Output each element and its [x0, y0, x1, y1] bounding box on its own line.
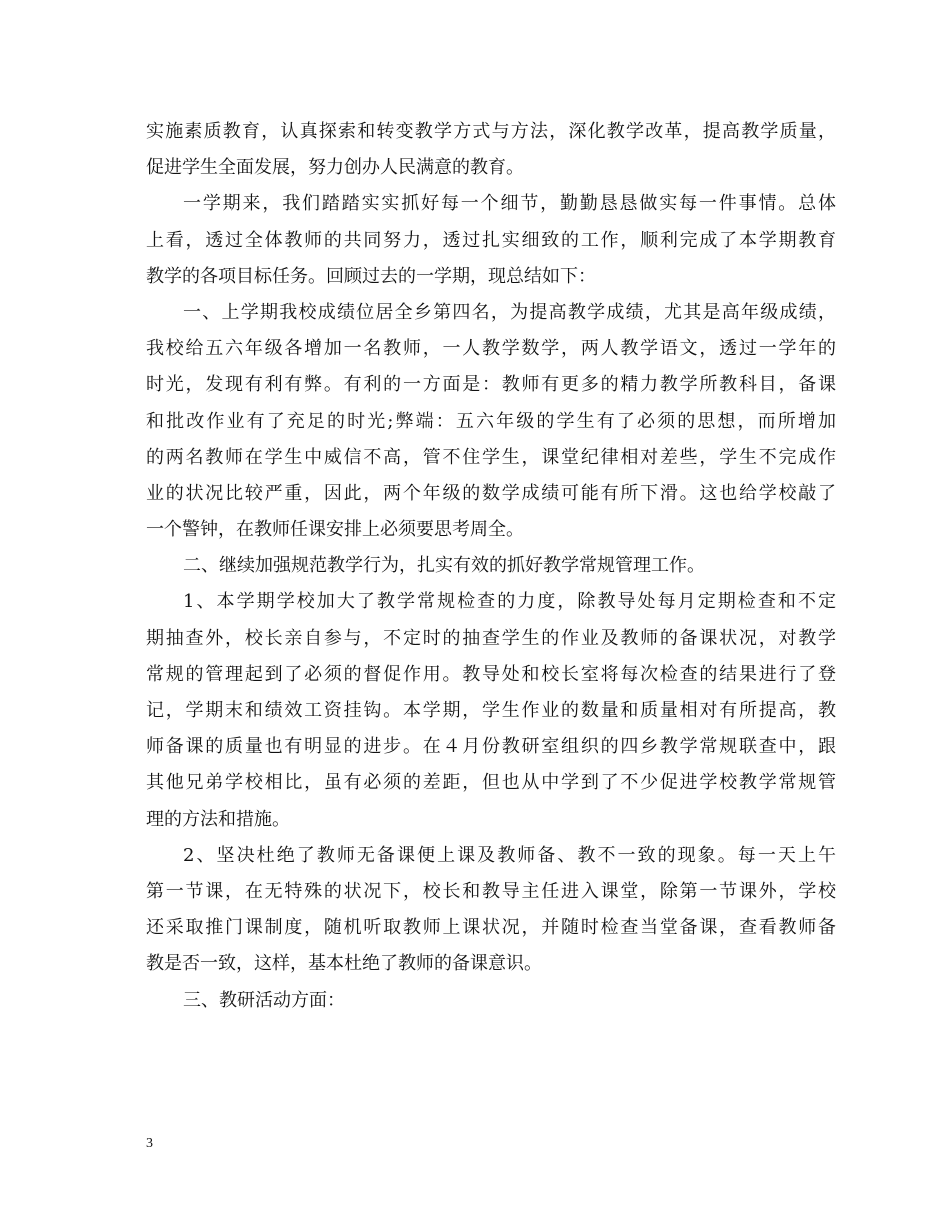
text-line: 教是否一致，这样，基本杜绝了教师的备课意识。: [146, 953, 542, 975]
text-line: 实施素质教育，认真探索和转变教学方式与方法，深化教学改革，提高教学质量，: [146, 121, 836, 142]
text-line: 常规的管理起到了必须的督促作用。教导处和校长室将每次检查的结果进行了登: [146, 663, 836, 685]
text-line: 时光，发现有利有弊。有利的一方面是：教师有更多的精力教学所教科目，备课: [146, 374, 836, 396]
text-line: 第一节课，在无特殊的状况下，校长和教导主任进入课堂，除第一节课外，学校: [146, 880, 836, 902]
text-line: 1、本学期学校加大了教学常规检查的力度，除教导处每月定期检查和不定: [183, 591, 836, 613]
text-line: 我校给五六年级各增加一名教师，一人教学数学，两人教学语文，透过一学年的: [146, 338, 836, 360]
text-line: 2、坚决杜绝了教师无备课便上课及教师备、教不一致的现象。每一天上午: [183, 844, 836, 866]
text-line: 记，学期末和绩效工资挂钩。本学期，学生作业的数量和质量相对有所提高，教: [146, 700, 836, 721]
text-line: 业的状况比较严重，因此，两个年级的数学成绩可能有所下滑。这也给学校敲了: [146, 482, 836, 504]
text-line: 教学的各项目标任务。回顾过去的一学期，现总结如下：: [146, 265, 596, 287]
text-line: 期抽查外，校长亲自参与，不定时的抽查学生的作业及教师的备课状况，对教学: [146, 627, 836, 649]
text-line: 理的方法和措施。: [146, 808, 290, 830]
text-line: 促进学生全面发展，努力创办人民满意的教育。: [146, 157, 524, 179]
text-line: 二、继续加强规范教学行为，扎实有效的抓好教学常规管理工作。: [183, 555, 705, 577]
page-number: 3: [146, 1136, 153, 1151]
text-line: 三、教研活动方面：: [183, 989, 345, 1011]
text-line: 师备课的质量也有明显的进步。在４月份教研室组织的四乡教学常规联查中，跟: [146, 736, 836, 758]
text-line: 一学期来，我们踏踏实实抓好每一个细节，勤勤恳恳做实每一件事情。总体: [183, 193, 836, 215]
text-line: 和批改作业有了充足的时光;弊端：五六年级的学生有了必须的思想，而所增加: [146, 410, 836, 432]
text-line: 其他兄弟学校相比，虽有必须的差距，但也从中学到了不少促进学校教学常规管: [146, 772, 836, 794]
text-line: 上看，透过全体教师的共同努力，透过扎实细致的工作，顺利完成了本学期教育: [146, 229, 836, 251]
text-line: 一、上学期我校成绩位居全乡第四名，为提高教学成绩，尤其是高年级成绩，: [183, 301, 836, 323]
text-line: 还采取推门课制度，随机听取教师上课状况，并随时检查当堂备课，查看教师备: [146, 917, 836, 939]
text-line: 的两名教师在学生中威信不高，管不住学生，课堂纪律相对差些，学生不完成作: [146, 446, 836, 468]
body-text: [146, 114, 836, 1019]
text-line: 一个警钟，在教师任课安排上必须要思考周全。: [146, 519, 524, 541]
